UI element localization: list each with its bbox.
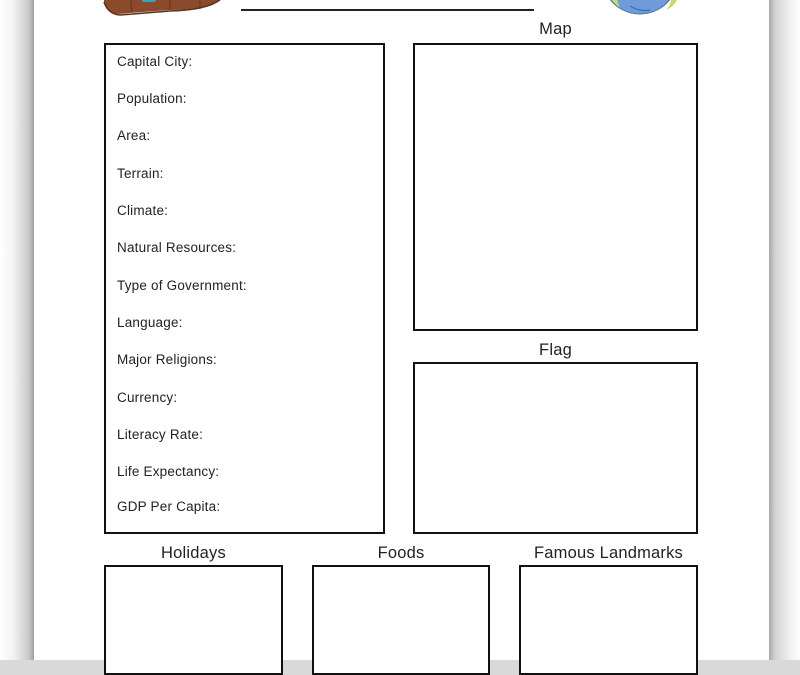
field-major-religions: Major Religions: <box>117 352 217 367</box>
holidays-box[interactable] <box>104 565 283 675</box>
field-type-of-government: Type of Government: <box>117 278 247 293</box>
field-language: Language: <box>117 315 183 330</box>
holidays-heading: Holidays <box>161 544 226 562</box>
worksheet-page <box>34 0 769 660</box>
field-life-expectancy: Life Expectancy: <box>117 464 220 479</box>
field-population: Population: <box>117 91 187 106</box>
field-literacy-rate: Literacy Rate: <box>117 427 204 442</box>
field-currency: Currency: <box>117 390 178 405</box>
field-terrain: Terrain: <box>117 166 164 181</box>
flag-heading: Flag <box>539 341 572 359</box>
map-box[interactable] <box>413 43 698 331</box>
famous-landmarks-heading: Famous Landmarks <box>533 544 683 562</box>
country-facts-box <box>104 43 385 534</box>
field-area: Area: <box>117 128 151 143</box>
field-natural-resources: Natural Resources: <box>117 240 237 255</box>
map-heading: Map <box>539 20 572 38</box>
field-gdp-per-capita: GDP Per Capita: <box>117 499 221 514</box>
globe-icon <box>590 0 690 16</box>
foods-box[interactable] <box>312 565 490 675</box>
field-climate: Climate: <box>117 203 169 218</box>
page-shadow-left <box>0 0 34 660</box>
famous-landmarks-box[interactable] <box>519 565 698 675</box>
country-name-line[interactable] <box>241 9 534 11</box>
suitcase-icon <box>100 0 230 24</box>
field-capital-city: Capital City: <box>117 54 193 69</box>
flag-box[interactable] <box>413 362 698 534</box>
foods-heading: Foods <box>377 544 425 562</box>
page-shadow-right <box>769 0 800 660</box>
